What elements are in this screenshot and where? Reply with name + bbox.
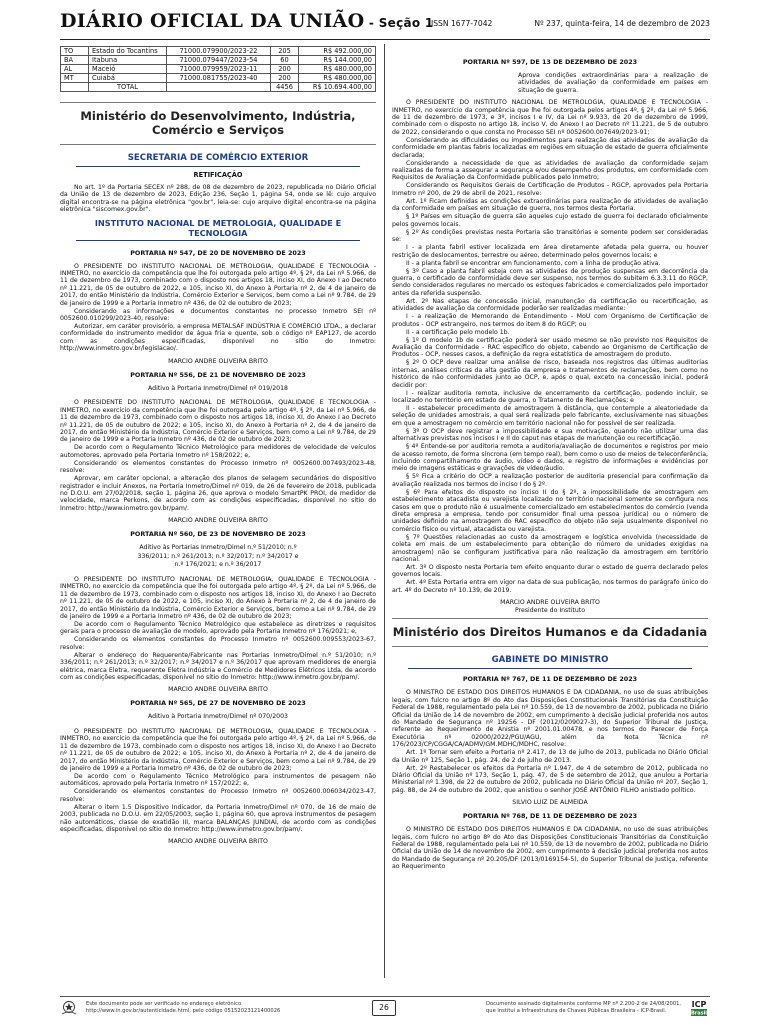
portaria-paragraph: § 2º O OCP deve realizar uma análise de risco, baseada nos registros das últimas auditorias internas, análises críticas da alta gestão da empresa e tratamentos de reclamações, bem como no histórico de não conformidades junto ao OCP, e, após o qual, exceto na concessão inicial, poderá decidir por: xyxy=(392,359,708,389)
table-cell: 60 xyxy=(271,56,299,65)
portaria-paragraph: Considerando os Requisitos Gerais de Certificação de Produtos - RGCP, aprovados pela Portaria Inmetro nº 200, de 29 de abril de 2021, resolve: xyxy=(392,182,708,197)
portaria-paragraph: § 5º Fica a critério do OCP a realização posterior de auditoria presencial para confirmação da avaliação realizada nos termos do inciso I do § 2º. xyxy=(392,473,708,488)
portaria-considerando: De acordo com o Regulamento Técnico Metrológico para instrumentos de pesagem não automáticos, aprovado pela Portaria Inmetro nº 157/2022; e, xyxy=(60,773,376,788)
table-cell: 4456 xyxy=(271,83,299,92)
table-row xyxy=(61,74,376,83)
right-column xyxy=(392,46,708,976)
portaria-considerando: Considerando os elementos constantes do Processo Inmetro nº 0052600.009553/2023-67, resolve: xyxy=(60,636,376,651)
table-cell: R$ 10.694.400,00 xyxy=(299,83,376,92)
masthead xyxy=(60,6,710,40)
portaria-preamble: O PRESIDENTE DO INSTITUTO NACIONAL DE METROLOGIA, QUALIDADE E TECNOLOGIA - INMETRO, no exercício da competência que lhe foi outorgada pelo artigo 4º, § 2º, da Lei nº 5.966, de 11 de dezembro de 1973, combinado com o disposto nos artigos 18, inciso XI, do Anexo I ao Decreto nº 11.221, de 05 de outubro de 2022, e 105, inciso XI, do Anexo à Portaria nº 2, de 4 de janeiro de 2017, do então Ministério da Indústria, Comércio Exterior e Serviços, bem como a Lei nº 9.784, de 29 de janeiro de 1999 e a Portaria Inmetro nº 436, de 02 de outubro de 2023; xyxy=(60,575,376,620)
portaria-paragraph: Art. 2º Nas etapas de concessão inicial, manutenção da certificação ou recertificação, as atividades de avaliação da conformidade poderão ser realizadas mediante: xyxy=(392,297,708,313)
portaria-subtitle: Aditivo à Portaria Inmetro/Dimel nº 019/2018 xyxy=(148,384,288,392)
table-cell: Cuiabá xyxy=(89,74,167,83)
portaria-paragraph: II - estabelecer procedimento de amostragem à distância, que contemple a aleatoriedade da seleção de unidades amostrais, a qual será realizada pelo fabricante, exclusivamente nas situações em que a amostragem no comércio em território nacional não for possível de ser realizada. xyxy=(392,404,708,427)
portaria-paragraph: O MINISTRO DE ESTADO DOS DIREITOS HUMANOS E DA CIDADANIA, no uso de suas atribuições legais, com fulcro no artigo 8º do Ato das Disposições Constitucionais Transitórias da Constituição Federal de 1988, regulamentado pela Lei nº 10.559, de 13 de novembro de 2002, publicada no Diário Oficial da União de 14 de novembro de 2002, em cumprimento à decisão judicial proferida nos autos do Mandado de Segurança nº 19256 - DF (2012/0209027-3), do Superior Tribunal de Justiça, referente ao Requerimento de Anistia nº 2001.01.00478, e nos termos do Parecer de Força Executória nº 02000/2022/PGU/AGU, além da Nota Técnica nº 176/2023/CP/CGGA/CA/ADMV/GM.MDHC/MDHC, resolve: xyxy=(392,689,708,749)
table-cell: AL xyxy=(61,65,89,74)
allocation-table xyxy=(60,46,376,92)
table-cell: Itabuna xyxy=(89,56,167,65)
table-cell xyxy=(167,83,271,92)
verification-note: Este documento pode ser verificado no endereço eletrônico http://www.in.gov.br/autenticidade.html, pelo código 05152023121400026 xyxy=(86,1001,281,1014)
portaria-title: PORTARIA Nº 565, DE 27 DE NOVEMBRO DE 2023 xyxy=(130,699,306,708)
portaria-paragraph: Art. 1º Tornar sem efeito a Portaria nº 2.417, de 13 de julho de 2013, publicada no Diário Oficial da União nº 125, Seção 1, pág. 24, de 2 de julho de 2013. xyxy=(392,749,708,764)
issue-info: Nº 237, quinta-feira, 14 de dezembro de 2023 xyxy=(534,19,710,28)
signer: SILVIO LUIZ DE ALMEIDA xyxy=(512,799,588,807)
portaria-title: PORTARIA Nº 560, DE 23 DE NOVEMBRO DE 2023 xyxy=(130,530,306,539)
table-row-total xyxy=(61,83,376,92)
portaria-paragraph: O PRESIDENTE DO INSTITUTO NACIONAL DE METROLOGIA, QUALIDADE E TECNOLOGIA - INMETRO, no exercício da competência que lhe foi outorgada pelos artigos 4º, § 2º, da Lei nº 5.966, de 11 de dezembro de 1973, e 3º, incisos I e IV, da Lei nº 9.933, de 20 de dezembro de 1999, combinado com o disposto no artigo 18, inciso V, do Anexo I ao Decreto nº 11.221, de 5 de outubro de 2022, considerando o que consta no Processo SEI nº 0052600.007649/2023-91; xyxy=(392,99,708,136)
ministry-heading: Ministério do Desenvolvimento, Indústria, Comércio e Serviços xyxy=(60,102,376,145)
portaria-body: Alterar o endereço do Requerente/Fabricante nas Portarias Inmetro/Dimel n.º 51/2010; n.º 336/2011; n.º 261/2013; n.º 32/2017; n.º 34/2017 e n.º 36/2017 que aprovam medidores de energia elétrica, marca Eletra, requerente Eletra Indústria e Comércio de Medidores Elétricos Ltda, de acordo com as condições especificadas, disponível no sítio do Inmetro: http://www.inmetro.gov.br/pam/. xyxy=(60,651,376,681)
retificacao-label: RETIFICAÇÃO xyxy=(193,171,243,179)
portaria-paragraph: Art. 2º Restabelecer os efeitos da Portaria nº 1.947, de 4 de setembro de 2012, publicada no Diário Oficial da União nº 173, Seção 1, pág. 47, de 5 de setembro de 2012, que anulou a Portaria Ministerial nº 1.398, de 22 de outubro de 2002, publicada no Diário Oficial da União nº 207, Seção 1, pág. 88, de 24 de outubro de 2002, que anistiou o senhor JOSÉ ANTÔNIO FILHO anistiado político. xyxy=(392,764,708,794)
secretaria-heading: SECRETARIA DE COMÉRCIO EXTERIOR xyxy=(76,153,360,167)
portaria-subtitle: 336/2011; n.º 261/2013; n.º 32/2017; n.º 34/2017 e xyxy=(137,552,299,560)
portaria-preamble: O PRESIDENTE DO INSTITUTO NACIONAL DE METROLOGIA, QUALIDADE E TECNOLOGIA - INMETRO, no exercício da competência que lhe foi outorgada pelo artigo 4º, § 2º, da Lei nº 5.966, de 11 de dezembro de 1973, combinado com o disposto nos artigos 18, inciso XI, do Anexo I ao Decreto nº 11.221, de 05 de outubro de 2022, e 105, inciso XI, do Anexo à Portaria nº 2, de 4 de janeiro de 2017, do então Ministério da Indústria, Comércio Exterior e Serviços, bem como a Lei nº 9.784, de 29 de janeiro de 1999 e a Portaria Inmetro nº 436, de 02 de outubro de 2023; xyxy=(60,262,376,307)
column-divider xyxy=(384,44,385,978)
table-cell: 205 xyxy=(271,47,299,56)
signer-role: Presidente do Instituto xyxy=(515,607,585,615)
portaria-paragraph: § 7º Questões relacionadas ao custo da amostragem e logística envolvida (necessidade de coleta em mais de um estabelecimento para obtenção do número de unidades exigidas na amostragem) não se configuram justificativa para não realização da amostragem em território nacional. xyxy=(392,533,708,564)
portaria-paragraph: § 3º O OCP deve registrar a impossibilidade e sua motivação, quando não utilizar uma das alternativas previstas nos incisos I e II do caput nas etapas de manutenção ou recertificação. xyxy=(392,427,708,443)
portaria-paragraph: § 6º Para efeitos do disposto no inciso II do § 2º, a impossibilidade de amostragem em estabelecimento atacadista ou varejista localizado no território nacional somente se configura nos casos em que o produto não é usualmente comercializado em estabelecimentos do comércio (venda direta empresa a empresa, tendo por consumidor final uma pessoa jurídica) ou o número de unidades definido na amostragem do RAC específico do objeto não seja usualmente disponível no comércio físico ou virtual, atacadista ou varejista. xyxy=(392,488,708,533)
portaria-body: Alterar o item 1.5 Dispositivo Indicador, da Portaria Inmetro/Dimel nº 070, de 16 de maio de 2003, publicada no D.O.U. em 22/05/2003, seção 1, página 60, que aprova instrumentos de pesagem não automáticos, classe de exatidão III, marca BALANÇAS JUNDIAÍ, de acordo com as condições especificadas, disponível no sítio do Inmetro: http://www.inmetro.gov.br/pam/. xyxy=(60,803,376,834)
table-cell: R$ 492.000,00 xyxy=(299,47,376,56)
table-row xyxy=(61,56,376,65)
portaria-title: PORTARIA Nº 597, DE 13 DE DEZEMBRO DE 2023 xyxy=(462,58,638,66)
portaria-paragraph: I - a realização de Memorando de Entendimento - MoU com Organismo de Certificação de produtos - OCP estrangeiro, nos termos do item 8 do RGCP; ou xyxy=(392,313,708,328)
icp-brasil-logo xyxy=(688,998,710,1018)
table-cell: R$ 480.000,00 xyxy=(299,74,376,83)
portaria-paragraph: O MINISTRO DE ESTADO DOS DIREITOS HUMANOS E DA CIDADANIA, no uso de suas atribuições legais, com fulcro no artigo 8º do Ato das Disposições Constitucionais Transitórias da Constituição Federal de 1988, regulamentado pela Lei nº 10.559, de 13 de novembro de 2002, publicada no Diário Oficial da União de 14 de novembro de 2002, em cumprimento à decisão judicial proferida nos autos do Mandado de Segurança nº 20.205/DF (2013/0169154-5), do Superior Tribunal de Justiça, referente ao Requerimento xyxy=(392,826,708,871)
portaria-title: PORTARIA Nº 556, DE 21 DE NOVEMBRO DE 2023 xyxy=(130,370,306,379)
left-column xyxy=(60,46,376,976)
table-cell: 71000.079447/2023-54 xyxy=(167,56,271,65)
table-cell: R$ 144.000,00 xyxy=(299,56,376,65)
table-cell: MT xyxy=(61,74,89,83)
table-cell: R$ 480.000,00 xyxy=(299,65,376,74)
ministry-heading: Ministério dos Direitos Humanos e da Cidadania xyxy=(392,618,708,647)
table-cell: TO xyxy=(61,47,89,56)
portaria-paragraph: I - realizar auditoria remota, inclusive de encerramento da certificação, podendo incluir, se localizado no território em estado de guerra, o Tratamento de Reclamações; e xyxy=(392,389,708,404)
portaria-subtitle: Aditivo à Portaria Inmetro/Dimel nº 070/2003 xyxy=(148,713,288,721)
signer: MARCIO ANDRE OLIVEIRA BRITO xyxy=(168,838,268,846)
portaria-preamble: O PRESIDENTE DO INSTITUTO NACIONAL DE METROLOGIA, QUALIDADE E TECNOLOGIA - INMETRO, no exercício da competência que lhe foi outorgada pelo artigo 4º, § 2º, da Lei nº 5.966, de 11 de dezembro de 1973, combinado com o disposto nos artigos 18, inciso XI, do Anexo I ao Decreto nº 11.221, de 05 de outubro de 2022; e 105, inciso XI, do Anexo à Portaria nº 2, de 4 de janeiro de 2017, do então Ministério da Indústria, Comércio Exterior e Serviços, bem como a Lei nº 9.784, de 29 de janeiro de 1999 e a Portaria Inmetro nº 436, de 02 de outubro de 2023; xyxy=(60,728,376,773)
portaria-considerando: De acordo com o Regulamento Técnico Metrológico para medidores de velocidade de veículos automotores, aprovado pela Portaria Inmetro nº 158/2022; e, xyxy=(60,444,376,459)
section-label: - Seção 1 xyxy=(364,16,434,30)
portaria-subtitle: n.º 176/2021; e n.º 36/2017 xyxy=(174,561,262,569)
portaria-title: PORTARIA Nº 547, DE 20 DE NOVEMBRO DE 2023 xyxy=(130,248,306,257)
coat-of-arms-icon xyxy=(60,1000,78,1016)
portaria-title: PORTARIA Nº 768, DE 11 DE DEZEMBRO DE 2023 xyxy=(462,812,638,821)
icp-logo-top: ICP xyxy=(691,1000,707,1009)
portaria-paragraph: I - a planta fabril estiver localizada em área diretamente afetada pela guerra, ou houver restrição de deslocamentos, terrestre ou aéreo, determinado pelos governos locais; e xyxy=(392,244,708,259)
signer: MARCIO ANDRE OLIVEIRA BRITO xyxy=(168,686,268,694)
portaria-considerando: Considerando as informações e documentos constantes no processo Inmetro SEI nº 0052600.010299/2023-40, resolve: xyxy=(60,307,376,323)
signer: MARCIO ANDRE OLIVEIRA BRITO xyxy=(168,517,268,525)
portaria-body: Autorizar, em caráter provisório, a empresa METALSAF INDÚSTRIA E COMÉRCIO LTDA., a declarar conformidade do instrumento medidor de água fria e quente, sob o código nº EAP127, de acordo com as condições especificadas, disponível no sítio do Inmetro: http://www.inmetro.gov.br/legislacao/. xyxy=(60,323,376,353)
table-cell: 200 xyxy=(271,74,299,83)
portaria-paragraph: Considerando as dificuldades ou impedimentos para realização das atividades de avaliação da conformidade em plantas fabris localizadas em regiões em situação de estado de guerra oficialmente declarada; xyxy=(392,136,708,159)
signer: MARCIO ANDRE OLIVEIRA BRITO xyxy=(168,357,268,365)
signer: MARCIO ANDRE OLIVEIRA BRITO xyxy=(500,599,600,607)
table-cell: Estado do Tocantins xyxy=(89,47,167,56)
signature-note: Documento assinado digitalmente conforme MP nº 2.200-2 de 24/08/2001, que institui a Infraestrutura de Chaves Públicas Brasileira - ICP-Brasil. xyxy=(486,1001,682,1014)
portaria-paragraph: Art. 4º Esta Portaria entra em vigor na data de sua publicação, nos termos do parágrafo único do art. 4º do Decreto nº 10.139, de 2019. xyxy=(392,579,708,594)
portaria-preamble: O PRESIDENTE DO INSTITUTO NACIONAL DE METROLOGIA, QUALIDADE E TECNOLOGIA - INMETRO, no exercício da competência que lhe foi outorgada pelo artigo 4º, § 2º, da Lei nº 5.966, de 11 de dezembro de 1973, combinado com o disposto nos artigos 18, inciso XI, do Anexo I ao Decreto nº 11.221, de 05 de outubro de 2022; e 105, inciso XI, do Anexo à Portaria nº 2, de 4 de janeiro de 2017, do então Ministério da Indústria, Comércio Exterior e Serviços, bem como a Lei nº 9.784, de 29 de janeiro de 1999 e a Portaria Inmetro nº 436, de 02 de outubro de 2023; xyxy=(60,399,376,444)
institute-heading: INSTITUTO NACIONAL DE METROLOGIA, QUALIDADE E TECNOLOGIA xyxy=(76,218,360,241)
portaria-paragraph: Considerando a necessidade de que as atividades de avaliação da conformidade sejam realizadas de forma a assegurar a segurança e/ou desempenho dos produtos, em conformidade com Requisitos de Avaliação da Conformidade publicados pelo Inmetro; xyxy=(392,159,708,182)
table-row xyxy=(61,47,376,56)
table-cell: BA xyxy=(61,56,89,65)
table-cell: 71000.079959/2023-11 xyxy=(167,65,271,74)
table-cell: 200 xyxy=(271,65,299,74)
table-row xyxy=(61,65,376,74)
page-number: 26 xyxy=(372,1000,396,1016)
gabinete-heading: GABINETE DO MINISTRO xyxy=(408,655,692,669)
table-cell xyxy=(61,83,89,92)
issn: ISSN 1677-7042 xyxy=(431,19,493,28)
table-cell: TOTAL xyxy=(89,83,167,92)
portaria-considerando: De acordo com o Regulamento Técnico Metrológico que estabelece as diretrizes e requisitos gerais para o processo de avaliação de modelo, aprovado pela Portaria Inmetro nº 176/2021; e, xyxy=(60,620,376,636)
portaria-title: PORTARIA Nº 767, DE 11 DE DEZEMBRO DE 2023 xyxy=(462,675,638,684)
portaria-paragraph: § 1º Países em situação de guerra são aqueles cujo estado de guerra foi declarado oficialmente pelos governos locais. xyxy=(392,213,708,228)
portaria-paragraph: Art. 3º O disposto nesta Portaria tem efeito enquanto durar o estado de guerra declarado pelos governos locais. xyxy=(392,564,708,579)
portaria-paragraph: Art. 1º Ficam definidas as condições extraordinárias para realização de atividades de avaliação da conformidade em países em situação de guerra, nos termos desta Portaria. xyxy=(392,197,708,213)
portaria-considerando: Considerando os elementos constantes do Processo Inmetro nº 0052600.007493/2023-48, resolve: xyxy=(60,459,376,475)
portaria-considerando: Considerando os elementos constantes do Processo Inmetro nº 0052600.006034/2023-47, resolve: xyxy=(60,788,376,803)
portaria-subtitle: Aditivo às Portarias Inmetro/Dimel n.º 51/2010; n.º xyxy=(139,544,297,552)
page-footer xyxy=(60,996,710,1018)
portaria-summary: Aprova condições extraordinárias para a realização de atividades de avaliação da conformidade em países em situação de guerra. xyxy=(518,72,708,94)
retificacao-text: No art. 1º da Portaria SECEX nº 288, de 08 de dezembro de 2023, republicada no Diário Oficial da União de 13 de dezembro de 2023, Edição 236, Seção 1, página 54, onde se lê: cujo arquivo digital encontra-se na página eletrônica "gov.br", leia-se: cujo arquivo digital encontra-se na página eletrônica "siscomex.gov.br". xyxy=(60,184,376,214)
icp-logo-bottom: Brasil xyxy=(690,1010,708,1017)
portaria-paragraph: § 2º As condições previstas nesta Portaria são transitórias e somente podem ser consideradas se: xyxy=(392,228,708,244)
table-cell: 71000.079900/2023-22 xyxy=(167,47,271,56)
portaria-paragraph: II - a planta fabril se encontrar em funcionamento, com a linha de produção ativa. xyxy=(406,259,661,267)
portaria-paragraph: II - a certificação pelo modelo 1b. xyxy=(406,328,510,336)
portaria-paragraph: § 1º O modelo 1b de certificação poderá ser usado mesmo se não previsto nos Requisitos de Avaliação da Conformidade - RAC específico do objeto, cabendo ao Organismo de Certificação de Produtos - OCP, nesses casos, a definição da regra estatística de amostragem do produto. xyxy=(392,336,708,359)
portaria-body: Aprovar, em caráter opcional, a alteração dos planos de selagem secundários do dispositivo registrador e incluir Anexos, na Portaria Inmetro/Dimel nº 019, de 26 de fevereiro de 2018, publicada no D.O.U. em 27/02/2018, seção 1, página 26, que aprova o modelo SmartPK PROI, de medidor de velocidade, marca Perkons, de acordo com as condições especificadas, disponível no sítio do Inmetro: http://www.inmetro.gov.br/pam/. xyxy=(60,475,376,512)
publication-title: DIÁRIO OFICIAL DA UNIÃO - Seção 1 xyxy=(60,10,434,32)
portaria-paragraph: § 4º Entende-se por auditoria remota a auditoria/avaliação de documentos e registros por meio de acesso remoto, de forma síncrona (em tempo real), bem como o uso de meios de teleconferência, incluindo compartilhamento de áudio, vídeo e dados, e registro de informações e evidências por meio de imagens estáticas e gravações de vídeo/áudio. xyxy=(392,443,708,473)
table-cell: Maceió xyxy=(89,65,167,74)
table-cell: 71000.081755/2023-40 xyxy=(167,74,271,83)
portaria-paragraph: § 3º Caso a planta fabril esteja com as atividades de produção suspensas em decorrência da guerra, o certificado de conformidade deve ser suspenso, nos termos do subitem 6.3.3.11 do RGCP, sendo considerados regulares no mercado os estoques fabricados e comercializados pelo importador antes da referida suspensão. xyxy=(392,267,708,297)
